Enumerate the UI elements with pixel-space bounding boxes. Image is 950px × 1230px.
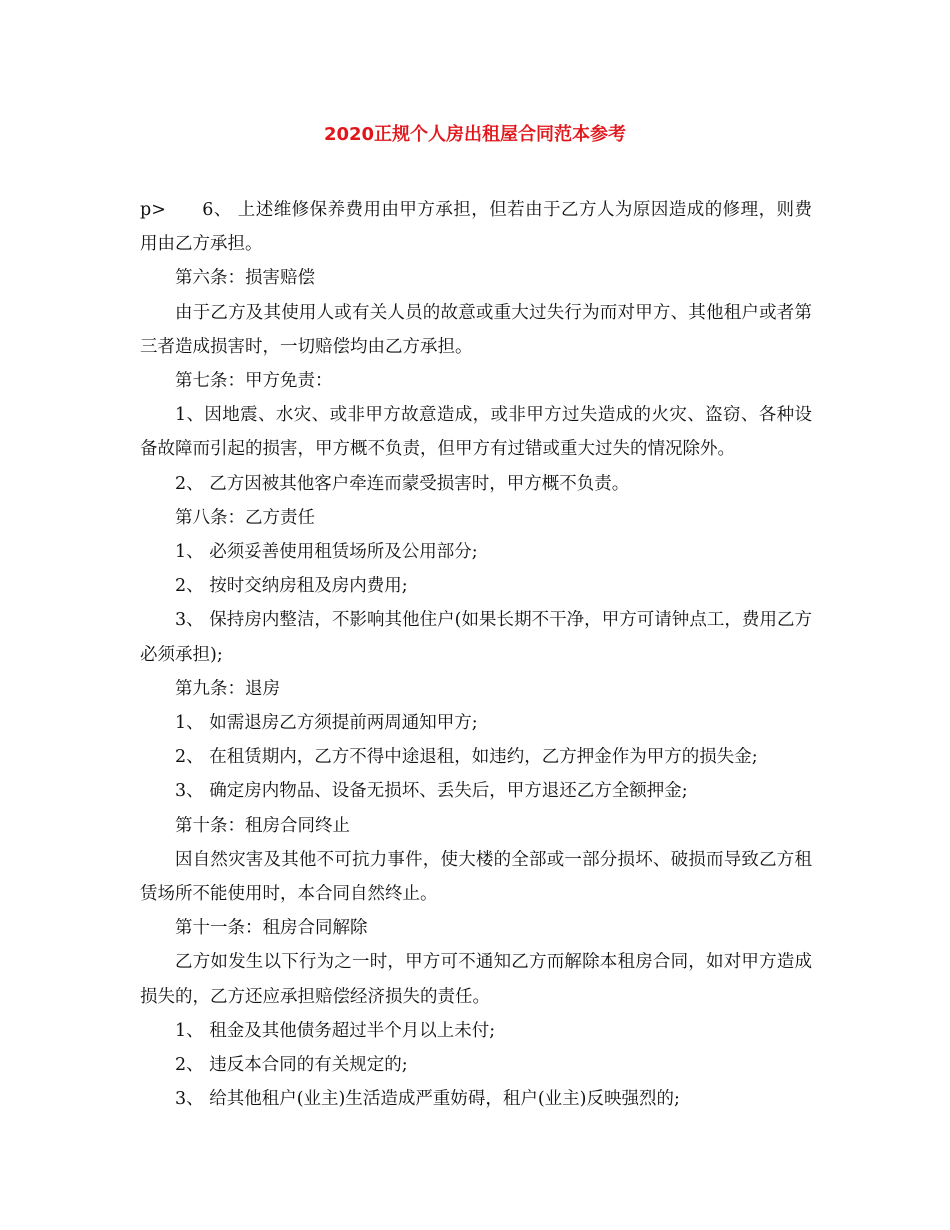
paragraph-article-9-item-3: 3、 确定房内物品、设备无损坏、丢失后，甲方退还乙方全额押金;: [175, 781, 688, 802]
document-title: 2020正规个人房出租屋合同范本参考: [323, 124, 627, 145]
heading-article-8: 第八条：乙方责任: [175, 507, 315, 528]
paragraph-article-7-item-2: 2、 乙方因被其他客户牵连而蒙受损害时，甲方概不负责。: [175, 473, 630, 494]
paragraph-article-8-item-1: 1、 必须妥善使用租赁场所及公用部分;: [175, 542, 478, 563]
paragraph-article-10: 因自然灾害及其他不可抗力事件，使大楼的全部或一部分损坏、破损而导致乙方租赁场所不能使用时，本合同自然终止。: [140, 849, 812, 905]
heading-article-11: 第十一条：租房合同解除: [175, 918, 368, 939]
paragraph-article-9-item-1: 1、 如需退房乙方须提前两周通知甲方;: [175, 713, 478, 734]
paragraph-maintenance-cost: p> 6、 上述维修保养费用由甲方承担，但若由于乙方人为原因造成的修理，则费用由乙方承担。: [140, 200, 812, 255]
paragraph-article-9-item-2: 2、 在租赁期内，乙方不得中途退租，如违约，乙方押金作为甲方的损失金;: [175, 747, 758, 768]
paragraph-article-11-item-1: 1、 租金及其他债务超过半个月以上未付;: [175, 1020, 496, 1041]
heading-article-9: 第九条：退房: [175, 678, 280, 699]
heading-article-7: 第七条：甲方免责：: [175, 371, 333, 392]
heading-article-6: 第六条：损害赔偿: [175, 268, 315, 289]
document-body: [140, 193, 812, 1116]
paragraph-article-8-item-2: 2、 按时交纳房租及房内费用;: [175, 576, 408, 597]
heading-article-10: 第十条：租房合同终止: [175, 815, 350, 836]
paragraph-article-7-item-1: 1、因地震、水灾、或非甲方故意造成，或非甲方过失造成的火灾、盗窃、各种设备故障而引起的损害，甲方概不负责，但甲方有过错或重大过失的情况除外。: [140, 405, 812, 460]
paragraph-article-11-item-2: 2、 违反本合同的有关规定的;: [175, 1055, 408, 1076]
paragraph-article-8-item-3: 3、 保持房内整洁，不影响其他住户(如果长期不干净，甲方可请钟点工，费用乙方必须承担);: [140, 610, 812, 665]
paragraph-article-11-item-3: 3、 给其他租户(业主)生活造成严重妨碍，租户(业主)反映强烈的;: [175, 1089, 680, 1110]
paragraph-article-11: 乙方如发生以下行为之一时，甲方可不通知乙方而解除本租房合同，如对甲方造成损失的，乙方还应承担赔偿经济损失的责任。: [140, 952, 812, 1007]
paragraph-damage-compensation: 由于乙方及其使用人或有关人员的故意或重大过失行为而对甲方、其他租户或者第三者造成损害时，一切赔偿均由乙方承担。: [140, 302, 812, 357]
